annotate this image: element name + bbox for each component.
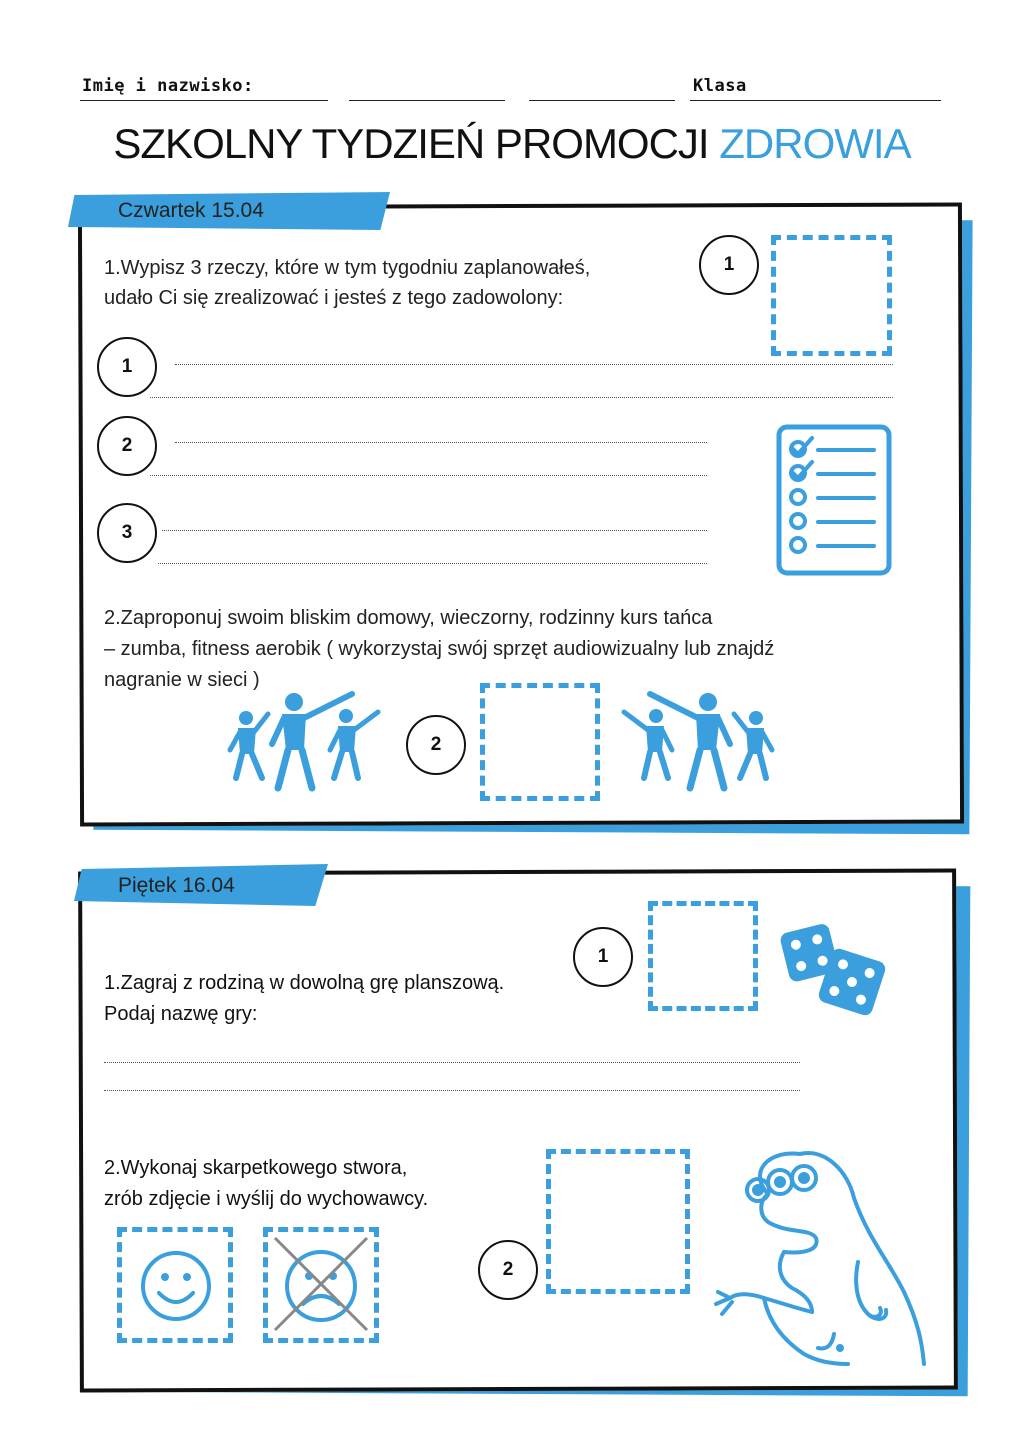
item-number-2: 2 bbox=[97, 416, 157, 476]
friday-task1-checkbox[interactable] bbox=[648, 901, 758, 1011]
class-line[interactable] bbox=[690, 100, 941, 101]
item-number-3: 3 bbox=[97, 503, 157, 563]
answer-line-2b[interactable] bbox=[150, 475, 707, 476]
thursday-task2-line1: 2.Zaproponuj swoim bliskim domowy, wieczorny, rodzinny kurs tańca bbox=[104, 607, 713, 629]
thursday-task2-checkbox[interactable] bbox=[480, 683, 600, 801]
thursday-task1-checkbox[interactable] bbox=[771, 235, 892, 356]
dancers-icon-left bbox=[228, 688, 382, 792]
friday-task1-line1: 1.Zagraj z rodziną w dowolną grę planszową. bbox=[104, 972, 505, 994]
checklist-icon bbox=[776, 424, 892, 576]
thursday-task2-line2: – zumba, fitness aerobik ( wykorzystaj swój sprzęt audiowizualny lub znajdź bbox=[104, 638, 775, 660]
answer-line-1b[interactable] bbox=[150, 397, 893, 398]
friday-task1-line2: Podaj nazwę gry: bbox=[104, 1003, 258, 1025]
answer-line-3b[interactable] bbox=[158, 563, 707, 564]
thursday-task2-marker: 2 bbox=[406, 715, 466, 775]
thursday-tab-label: Czwartek 15.04 bbox=[118, 199, 264, 222]
friday-task2-checkbox[interactable] bbox=[546, 1149, 690, 1294]
sock-monster-icon bbox=[708, 1142, 940, 1368]
name-line-1[interactable] bbox=[80, 100, 328, 101]
name-line-2[interactable] bbox=[349, 100, 505, 101]
thursday-task1-line1: 1.Wypisz 3 rzeczy, które w tym tygodniu zaplanowałeś, bbox=[104, 257, 591, 279]
friday-tab-label: Piętek 16.04 bbox=[118, 874, 235, 897]
smiley-face-icon bbox=[139, 1249, 213, 1323]
name-label: Imię i nazwisko: bbox=[82, 76, 254, 96]
page-title bbox=[0, 120, 1024, 168]
sad-face-crossed-icon bbox=[271, 1234, 371, 1334]
friday-task2-line2: zrób zdjęcie i wyślij do wychowawcy. bbox=[104, 1188, 429, 1210]
thursday-task1-marker: 1 bbox=[699, 235, 759, 295]
game-name-line-1[interactable] bbox=[104, 1062, 800, 1063]
dice-icon bbox=[778, 920, 890, 1018]
game-name-line-2[interactable] bbox=[104, 1090, 800, 1091]
answer-line-3a[interactable] bbox=[162, 530, 707, 531]
dancers-icon-right bbox=[620, 688, 774, 792]
answer-line-1a[interactable] bbox=[175, 364, 893, 365]
name-line-3[interactable] bbox=[529, 100, 675, 101]
thursday-task2-line3: nagranie w sieci ) bbox=[104, 669, 260, 691]
friday-task1-marker: 1 bbox=[573, 927, 633, 987]
title-accent: ZDROWIA bbox=[719, 120, 911, 167]
item-number-1: 1 bbox=[97, 337, 157, 397]
friday-task2-line1: 2.Wykonaj skarpetkowego stwora, bbox=[104, 1157, 408, 1179]
title-main: SZKOLNY TYDZIEŃ PROMOCJI bbox=[113, 120, 709, 167]
class-label: Klasa bbox=[693, 76, 747, 96]
answer-line-2a[interactable] bbox=[175, 442, 707, 443]
friday-task2-marker: 2 bbox=[478, 1240, 538, 1300]
thursday-task1-line2: udało Ci się zrealizować i jesteś z tego zadowolony: bbox=[104, 287, 564, 309]
